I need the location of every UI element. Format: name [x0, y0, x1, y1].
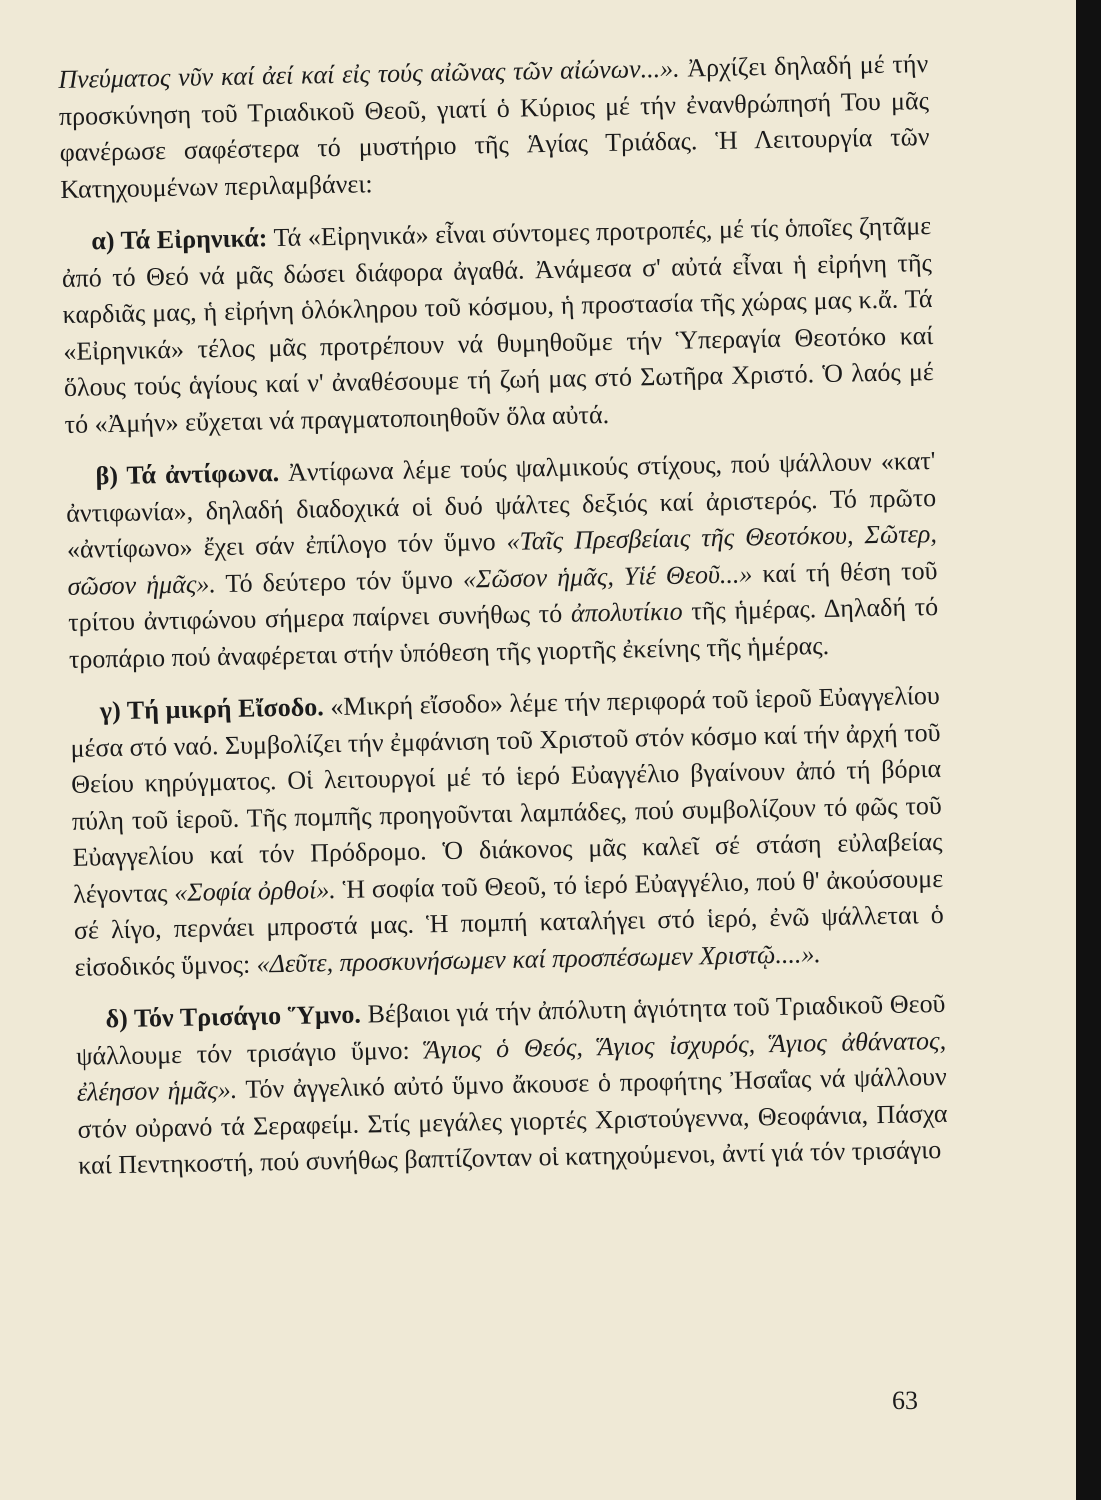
- trisagio-text-2: Τόν ἀγγελικό αὐτό ὕμνο ἄκουσε ὁ προφήτης Ἠσαΐας νά ψάλλουν στόν οὐρανό τά Σεραφείμ. Στίς μεγάλες γιορτές Χριστούγεννα, Θεοφάνια, Πάσχα καί Πεντηκοστή, πού συνήθως βαπτίζονταν οἱ κατηχούμενοι, ἀντί γιά τόν τρισάγιο: [77, 1061, 948, 1180]
- quote-sofia-orthoi: «Σοφία ὀρθοί».: [173, 874, 337, 907]
- antifona-text-3: καί τή θέση τοῦ τρίτου ἀντιφώνου σήμερα παίρνει συνήθως τό: [68, 555, 938, 637]
- quote-tais-presveiais: «Ταῖς Πρεσβείαις τῆς Θεοτόκου, Σῶτερ, σῶσον ἡμᾶς».: [67, 518, 938, 601]
- heading-eisodos: γ) Τή μικρή Εἴσοδο.: [99, 692, 324, 726]
- heading-trisagio: δ) Τόν Τρισάγιο Ὕμνο.: [105, 999, 362, 1034]
- paragraph-trisagio: [75, 986, 948, 1184]
- paragraph-eisodos: [70, 678, 945, 986]
- intro-text: Ἀρχίζει δηλαδή μέ τήν προσκύνηση τοῦ Τριαδικοῦ Θεοῦ, γιατί ὁ Κύριος μέ τήν ἐνανθρώπησή Του μᾶς φανέρωσε σαφέστερα τό μυστήριο τῆς Ἁγίας Τριάδας. Ἡ Λειτουργία τῶν Κατηχουμένων περιλαμβάνει:: [58, 49, 930, 204]
- term-apolytikio: ἀπολυτίκιο: [570, 596, 683, 628]
- quote-agios-o-theos: Ἅγιος ὁ Θεός, Ἅγιος ἰσχυρός, Ἅγιος ἀθάνατος, ἐλέησον ἡμᾶς».: [76, 1025, 947, 1107]
- eisodos-text-2: Ἡ σοφία τοῦ Θεοῦ, τό ἱερό Εὐαγγέλιο, πού θ' ἀκούσουμε σέ λίγο, περνάει μπροστά μας. Ἡ πομπή καταλήγει στό ἱερό, ἐνῶ ψάλλεται ὁ εἰσοδικός ὕμνος:: [73, 863, 945, 982]
- antifona-text-4: τῆς ἡμέρας. Δηλαδή τό τροπάριο πού ἀναφέρεται στήν ὑπόθεση τῆς γιορτῆς ἐκείνης τῆς ἡμέρας.: [68, 591, 939, 674]
- antifona-text-2: Τό δεύτερο τόν ὕμνο: [215, 564, 464, 598]
- heading-eirinika: α) Τά Εἰρηνικά:: [91, 223, 268, 256]
- page-number: 63: [892, 1386, 918, 1415]
- paragraph-eirinika: [61, 208, 935, 443]
- quote-soson-imas: «Σῶσον ἡμᾶς, Υἱέ Θεοῦ...»: [462, 558, 753, 594]
- eirinika-text: Τά «Εἰρηνικά» εἶναι σύντομες προτροπές, μέ τίς ὁποῖες ζητᾶμε ἀπό τό Θεό νά μᾶς δώσει διάφορα ἀγαθά. Ἀνάμεσα σ' αὐτά εἶναι ἡ εἰρήνη τῆς καρδιᾶς μας, ἡ εἰρήνη ὁλόκληρου τοῦ κόσμου, ἡ προστασία τῆς χώρας μας κ.ἄ. Τά «Εἰρηνικά» τέλος μᾶς προτρέπουν νά θυμηθοῦμε τήν Ὑπεραγία Θεοτόκο καί ὅλους τούς ἁγίους καί ν' ἀναθέσουμε τή ζωή μας στό Σωτῆρα Χριστό. Ὁ λαός μέ τό «Ἀμήν» εὔχεται νά πραγματοποιηθοῦν ὅλα αὐτά.: [61, 211, 935, 439]
- quote-defte: «Δεῦτε, προσκυνήσωμεν καί προσπέσωμεν Χριστῷ....».: [256, 938, 822, 979]
- body-text: [58, 46, 949, 1200]
- paragraph-antifona: [65, 443, 939, 678]
- quote-doxology: Πνεύματος νῦν καί ἀεί καί εἰς τούς αἰῶνας τῶν αἰώνων...».: [58, 53, 680, 94]
- heading-antifona: β) Τά ἀντίφωνα.: [95, 458, 280, 491]
- eisodos-text-1: «Μικρή εἴσοδο» λέμε τήν περιφορά τοῦ ἱεροῦ Εὐαγγελίου μέσα στό ναό. Συμβολίζει τήν ἐμφάνιση τοῦ Χριστοῦ στόν κόσμο καί τήν ἀρχή τοῦ Θείου κηρύγματος. Οἱ λειτουργοί μέ τό ἱερό Εὐαγγέλιο βγαίνουν ἀπό τή βόρια πύλη τοῦ ἱεροῦ. Τῆς πομπῆς προηγοῦνται λαμπάδες, πού συμβολίζουν τό φῶς τοῦ Εὐαγγελίου καί τόν Πρόδρομο. Ὁ διάκονος μᾶς καλεῖ σέ στάση εὐλαβείας λέγοντας: [70, 680, 943, 909]
- paragraph-intro: [58, 46, 931, 208]
- page-edge-shadow: [1076, 0, 1101, 1500]
- antifona-text-1: Ἀντίφωνα λέμε τούς ψαλμικούς στίχους, πού ψάλλουν «κατ' ἀντιφωνία», δηλαδή διαδοχικά οἱ δυό ψάλτες δεξιός καί ἀριστερός. Τό πρῶτο «ἀντίφωνο» ἔχει σάν ἐπίλογο τόν ὕμνο: [65, 445, 937, 564]
- trisagio-text-1: Βέβαιοι γιά τήν ἀπόλυτη ἁγιότητα τοῦ Τριαδικοῦ Θεοῦ ψάλλουμε τόν τρισάγιο ὕμνο:: [75, 988, 946, 1071]
